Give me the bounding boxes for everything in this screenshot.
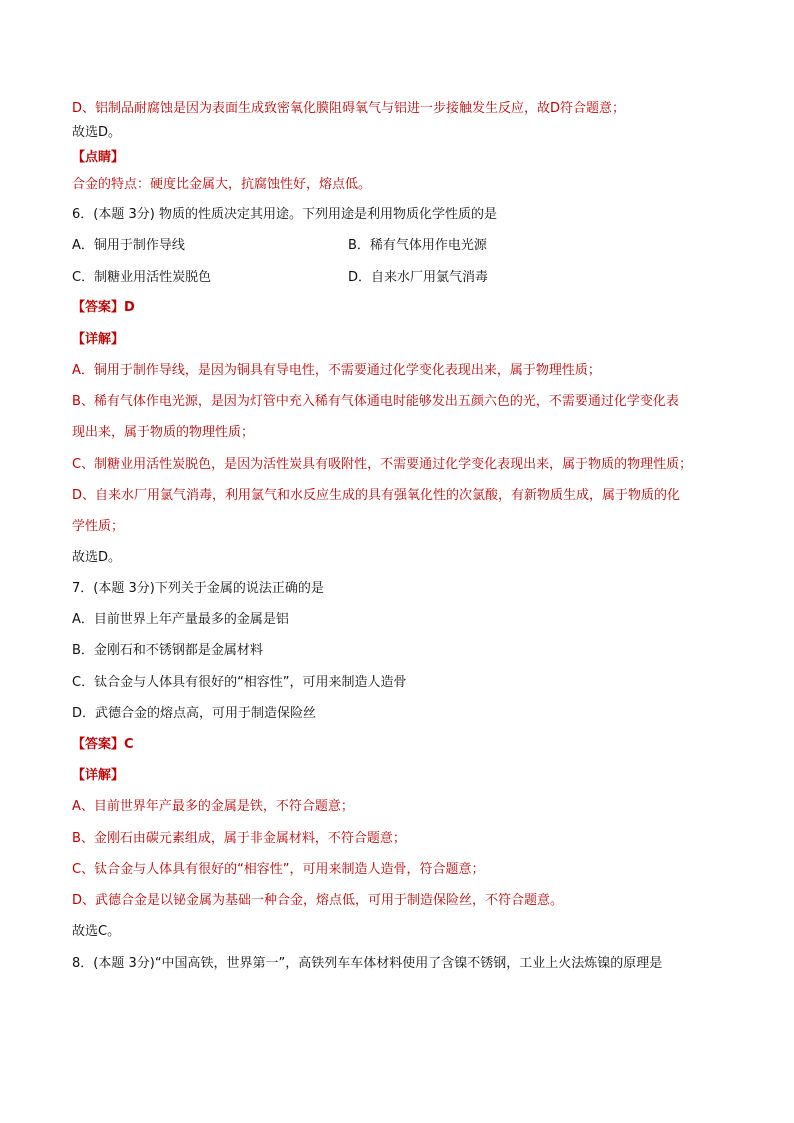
question-7-explanation-b: B、金刚石由碳元素组成，属于非金属材料，不符合题意； — [72, 831, 406, 846]
question-7-explanation-a: A、目前世界年产最多的金属是铁，不符合题意； — [72, 799, 354, 814]
question-7-option-c: C．钛合金与人体具有很好的“相容性”，可用来制造人造骨 — [72, 675, 407, 690]
question-6-option-b: B．稀有气体用作电光源 — [348, 238, 487, 253]
question-7-option-a: A．目前世界上年产量最多的金属是铝 — [72, 612, 289, 627]
question-6-stem: 6．(本题 3分) 物质的性质决定其用途。下列用途是利用物质化学性质的是 — [72, 207, 497, 222]
question-6-selection: 故选D。 — [72, 550, 122, 565]
question-7-option-d: D．武德合金的熔点高，可用于制造保险丝 — [72, 706, 317, 721]
question-7-detail-heading: 【详解】 — [72, 768, 125, 783]
question-6-option-c: C．制糖业用活性炭脱色 — [72, 270, 212, 285]
question-6-detail-heading: 【详解】 — [72, 332, 125, 347]
question-7-explanation-d: D、武德合金是以铋金属为基础一种合金，熔点低，可用于制造保险丝，不符合题意。 — [72, 893, 564, 908]
question-7-selection: 故选C。 — [72, 924, 121, 939]
question-6-answer: 【答案】D — [72, 300, 135, 315]
question-7-answer: 【答案】C — [72, 737, 134, 752]
question-6-option-d: D．自来水厂用氯气消毒 — [348, 270, 489, 285]
selection-line-prev: 故选D。 — [72, 125, 122, 140]
question-6-explanation-b-line2: 现出来，属于物质的物理性质； — [72, 425, 255, 440]
question-6-option-a: A．铜用于制作导线 — [72, 238, 185, 253]
question-7-explanation-c: C、钛合金与人体具有很好的“相容性”，可用来制造人造骨，符合题意； — [72, 862, 485, 877]
question-8-stem: 8．(本题 3分)“中国高铁，世界第一”，高铁列车车体材料使用了含镍不锈钢，工业上火法炼镍的原理是 — [72, 956, 663, 971]
question-7-option-b: B．金刚石和不锈钢都是金属材料 — [72, 643, 263, 658]
question-6-explanation-d-line1: D、自来水厂用氯气消毒，利用氯气和水反应生成的具有强氧化性的次氯酸，有新物质生成，属于物质的化 — [72, 488, 681, 503]
tip-heading: 【点睛】 — [72, 150, 125, 165]
question-7-stem: 7．(本题 3分)下列关于金属的说法正确的是 — [72, 581, 324, 596]
question-6-explanation-c: C、制糖业用活性炭脱色，是因为活性炭具有吸附性，不需要通过化学变化表现出来，属于物质的物理性质； — [72, 457, 693, 472]
question-6-explanation-b-line1: B、稀有气体作电光源，是因为灯管中充入稀有气体通电时能够发出五颜六色的光，不需要通过化学变化表 — [72, 394, 679, 409]
tip-text: 合金的特点：硬度比金属大，抗腐蚀性好，熔点低。 — [72, 177, 372, 192]
explanation-line-d-prev: D、铝制品耐腐蚀是因为表面生成致密氧化膜阻碍氧气与铝进一步接触发生反应，故D符合题意； — [72, 101, 626, 116]
question-6-explanation-d-line2: 学性质； — [72, 519, 125, 534]
question-6-explanation-a: A．铜用于制作导线，是因为铜具有导电性，不需要通过化学变化表现出来，属于物理性质； — [72, 363, 601, 378]
